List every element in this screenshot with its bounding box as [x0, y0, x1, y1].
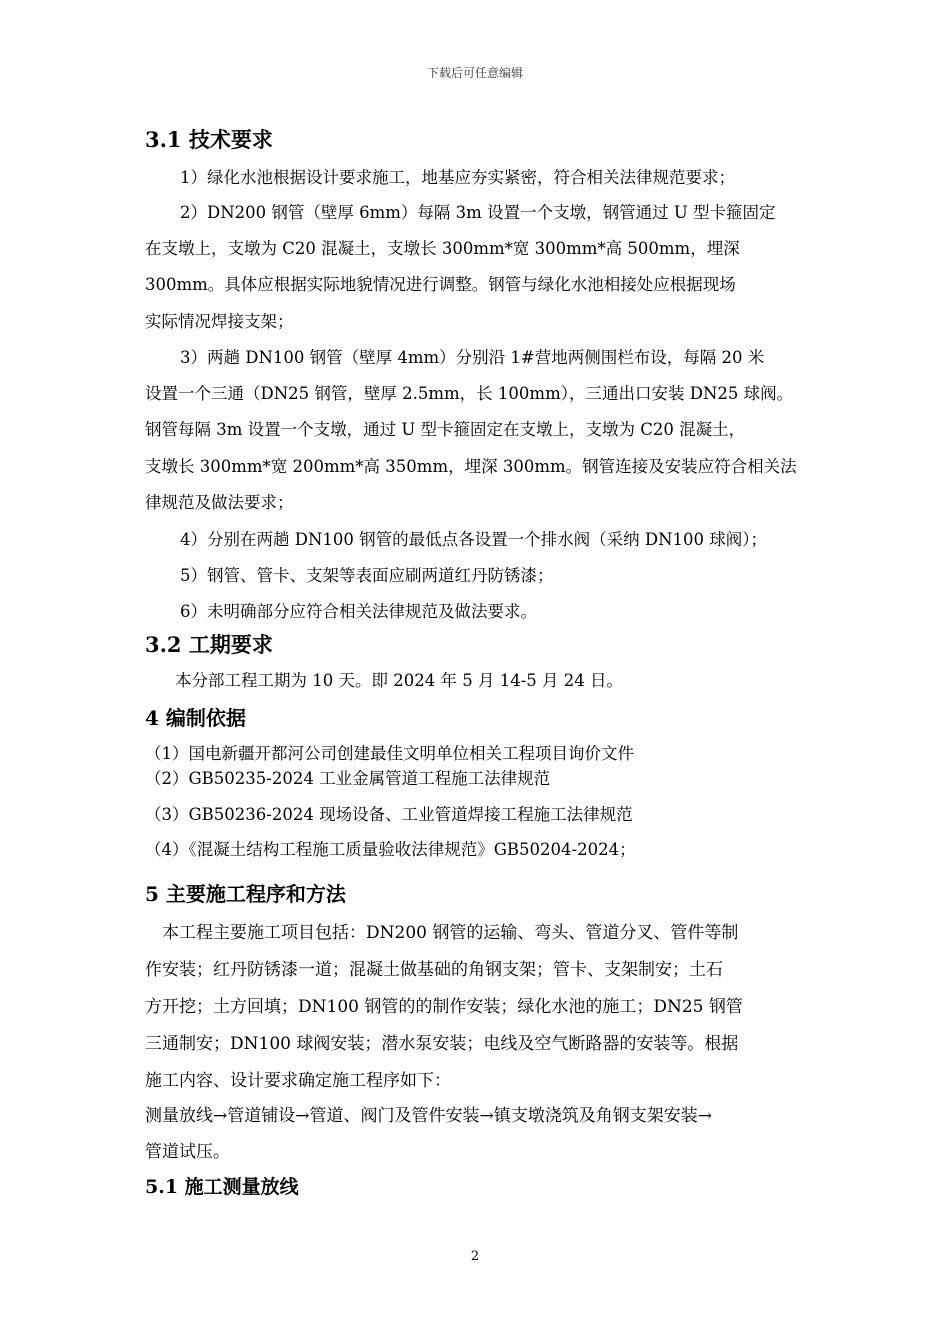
tech-req-2-line3: 300mm。具体应根据实际地貌情况进行调整。钢管与绿化水池相接处应根据现场 [145, 275, 736, 294]
page-number: 2 [470, 1249, 480, 1264]
section-5-title: 5 主要施工程序和方法 [145, 882, 346, 906]
section-5-1-title: 5.1 施工测量放线 [145, 1176, 299, 1198]
tech-req-3-line5: 律规范及做法要求； [145, 493, 294, 512]
schedule-text: 本分部工程工期为 10 天。即 2024 年 5 月 14-5 月 24 日。 [175, 671, 623, 690]
sec5-para-line4: 三通制安；DN100 球阀安装；潜水泵安装；电线及空气断路器的安装等。根据 [145, 1034, 739, 1054]
section-3-2-title: 3.2 工期要求 [145, 632, 273, 657]
process-flow-line2: 管道试压。 [145, 1142, 230, 1162]
basis-item-4: （4）《混凝土结构工程施工质量验收法律规范》GB50204-2024； [145, 840, 636, 859]
basis-item-3: （3）GB50236-2024 现场设备、工业管道焊接工程施工法律规范 [145, 805, 633, 824]
tech-req-1: 1）绿化水池根据设计要求施工，地基应夯实紧密，符合相关法律规范要求； [180, 168, 735, 187]
tech-req-3-line2: 设置一个三通（DN25 钢管，壁厚 2.5mm，长 100mm），三通出口安装 DN25 球阀。 [145, 384, 794, 403]
header-note: 下载后可任意编辑 [426, 66, 523, 80]
tech-req-3-line3: 钢管每隔 3m 设置一个支墩，通过 U 型卡箍固定在支墩上，支墩为 C20 混凝土， [145, 420, 746, 439]
tech-req-3-line4: 支墩长 300mm*宽 200mm*高 350mm，埋深 300mm。钢管连接及安装应符合相关法 [145, 457, 797, 476]
tech-req-2-line4: 实际情况焊接支架； [145, 312, 294, 331]
sec5-para-line3: 方开挖；土方回填；DN100 钢管的的制作安装；绿化水池的施工；DN25 钢管 [145, 997, 743, 1017]
section-3-1-title: 3.1 技术要求 [145, 127, 273, 152]
sec5-para-line2: 作安装；红丹防锈漆一道；混凝土做基础的角钢支架；管卡、支架制安；土石 [145, 960, 723, 980]
basis-item-2: （2）GB50235-2024 工业金属管道工程施工法律规范 [145, 769, 551, 788]
tech-req-4: 4）分别在两趟 DN100 钢管的最低点各设置一个排水阀（采纳 DN100 球阀）； [180, 530, 768, 549]
sec5-para-line5: 施工内容、设计要求确定施工程序如下： [145, 1071, 451, 1091]
tech-req-3-line1: 3）两趟 DN100 钢管（壁厚 4mm）分别沿 1#营地两侧围栏布设，每隔 20 米 [180, 348, 765, 367]
tech-req-6: 6）未明确部分应符合相关法律规范及做法要求。 [180, 602, 537, 621]
basis-item-1: （1）国电新疆开都河公司创建最佳文明单位相关工程项目询价文件 [145, 744, 634, 763]
process-flow-line1: 测量放线→管道铺设→管道、阀门及管件安装→镇支墩浇筑及角钢支架安装→ [145, 1106, 712, 1126]
tech-req-2-line1: 2）DN200 钢管（壁厚 6mm）每隔 3m 设置一个支墩，钢管通过 U 型卡箍固定 [180, 203, 776, 222]
sec5-para-line1: 本工程主要施工项目包括：DN200 钢管的运输、弯头、管道分叉、管件等制 [162, 923, 739, 943]
section-4-title: 4 编制依据 [145, 706, 246, 730]
tech-req-5: 5）钢管、管卡、支架等表面应刷两道红丹防锈漆； [180, 566, 554, 585]
tech-req-2-line2: 在支墩上，支墩为 C20 混凝土，支墩长 300mm*宽 300mm*高 500mm，埋深 [145, 239, 740, 258]
